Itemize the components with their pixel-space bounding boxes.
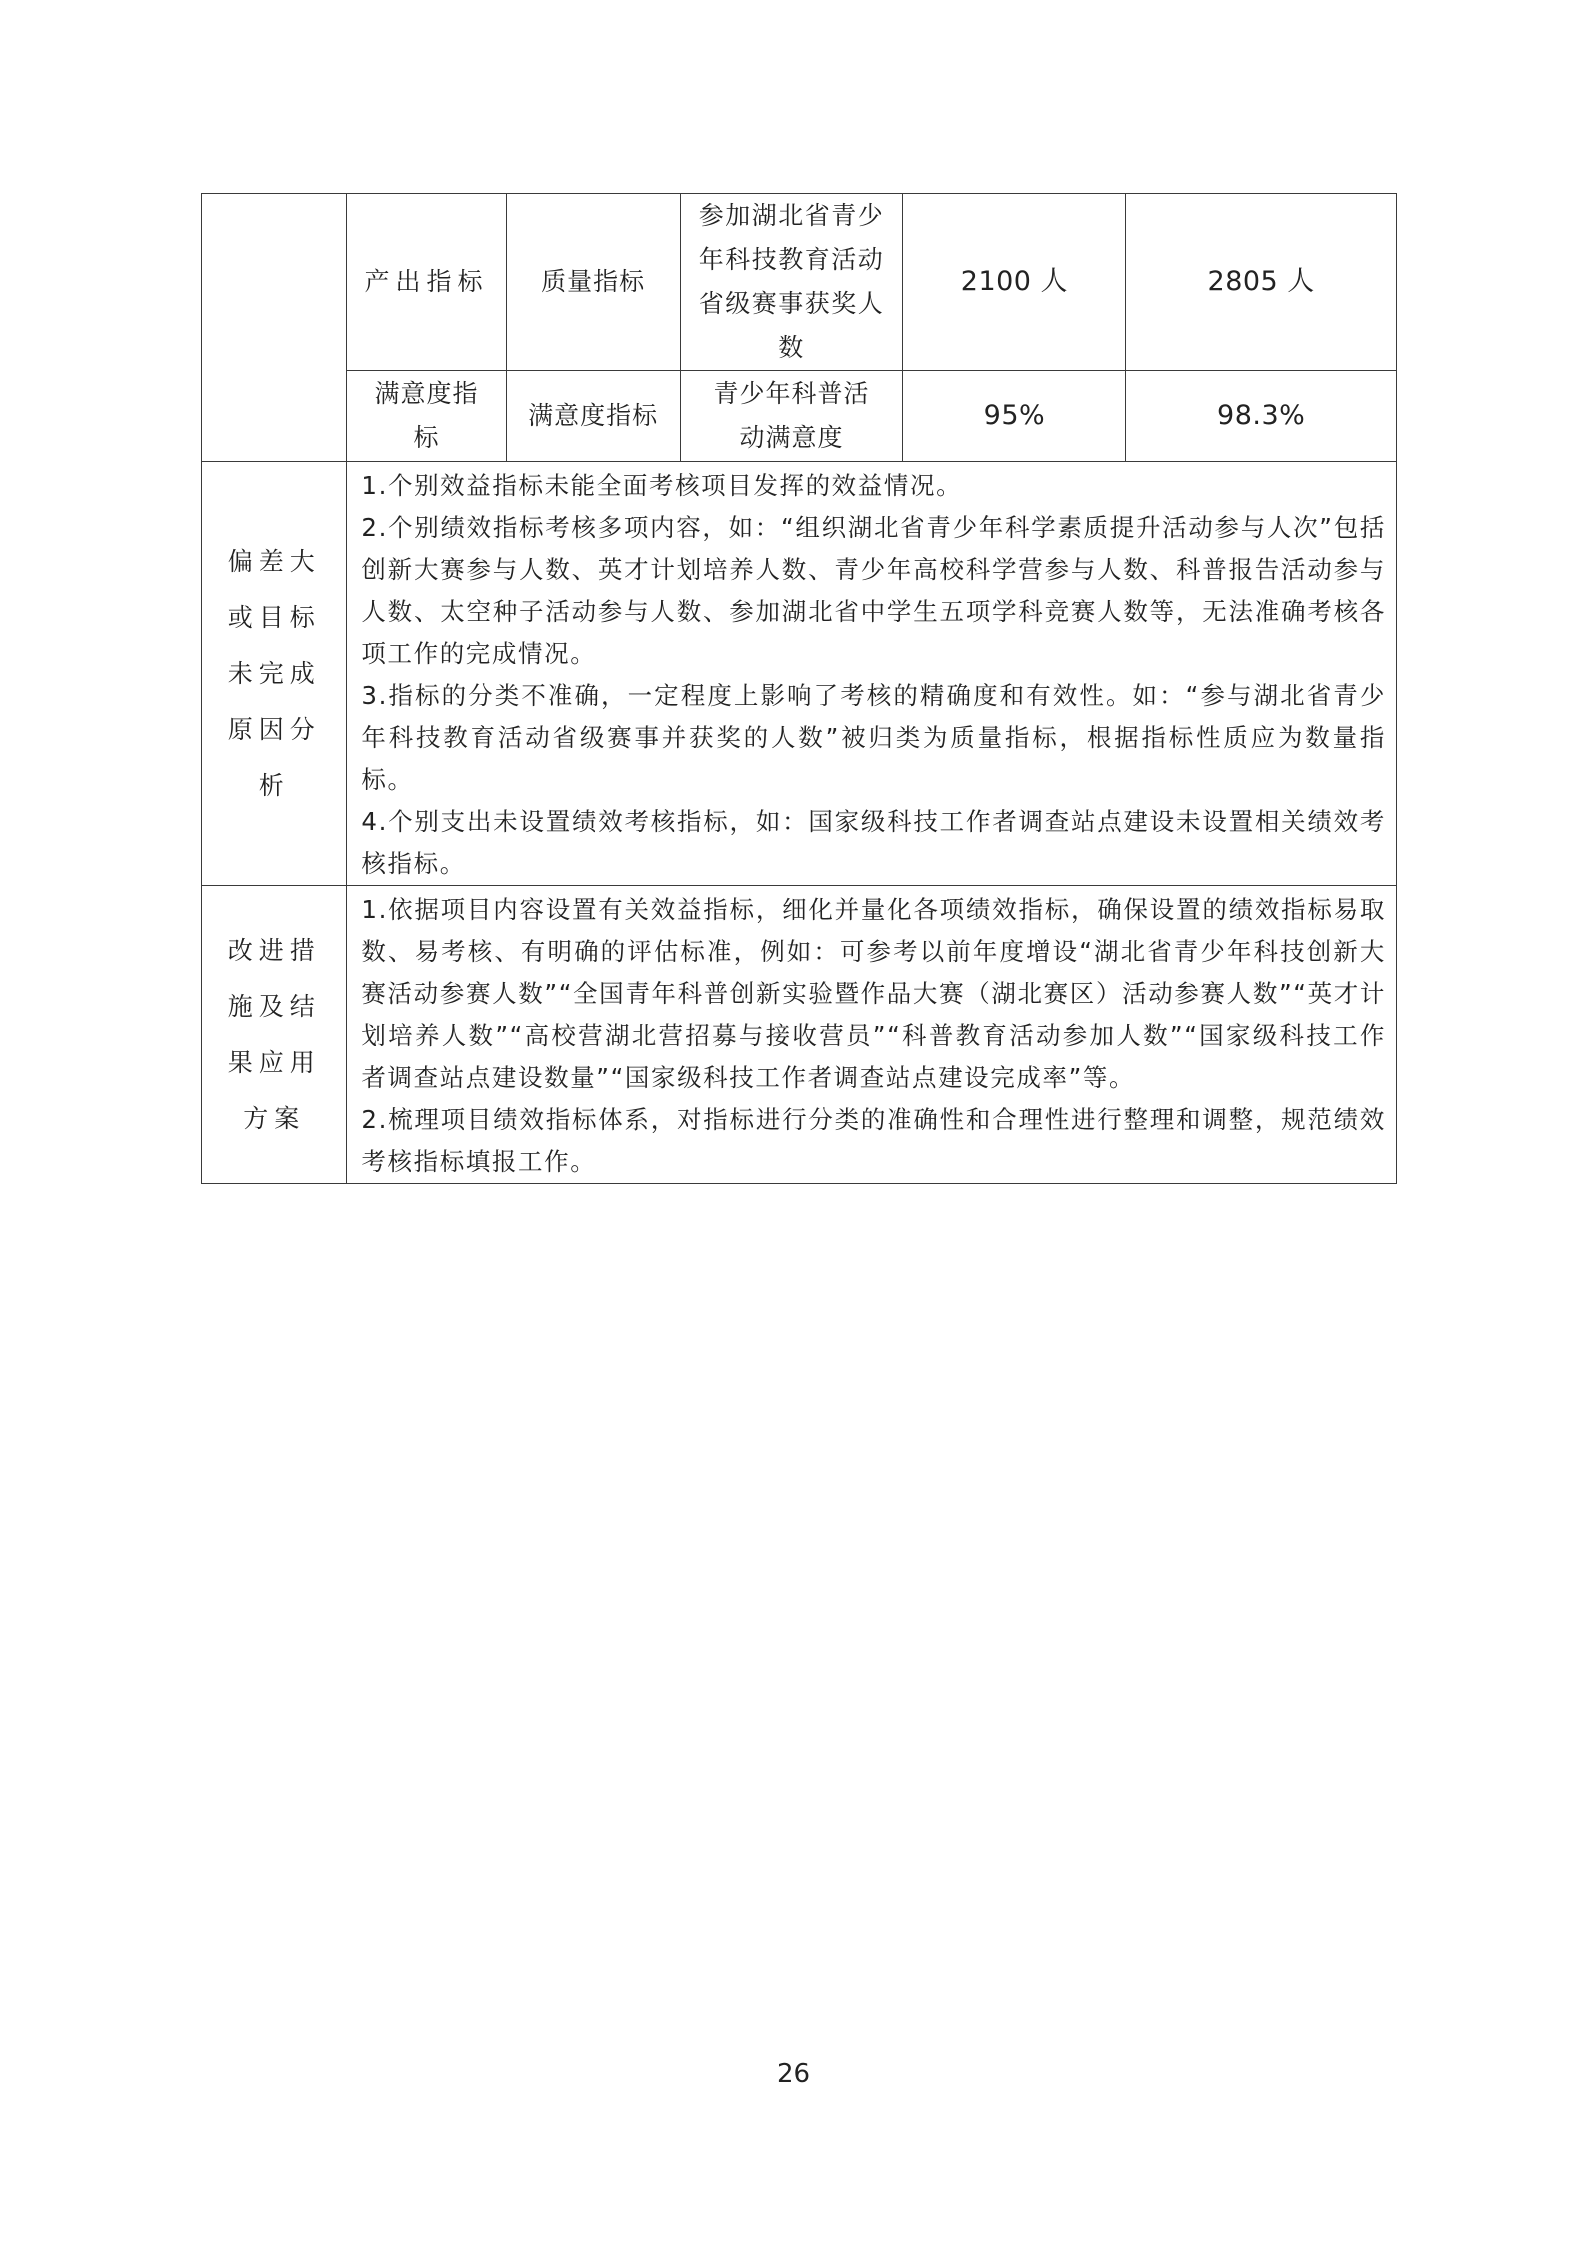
satisfaction-category-cell — [347, 371, 506, 462]
reason-item: 4.个别支出未设置绩效考核指标，如：国家级科技工作者调查站点建设未设置相关绩效考核指标。 — [361, 807, 1386, 878]
satisfaction-target-cell: 95% — [903, 371, 1126, 462]
reason-item: 1.个别效益指标未能全面考核项目发挥的效益情况。 — [361, 471, 963, 500]
satisfaction-subcategory-cell: 满意度指标 — [506, 371, 680, 462]
improvement-plan-label: 改进措施及结果应用方案 — [227, 935, 321, 1133]
award-count-actual-cell: 2805 人 — [1126, 194, 1397, 371]
reason-item: 3.指标的分类不准确，一定程度上影响了考核的精确度和有效性。如：“参与湖北省青少年科技教育活动省级赛事并获奖的人数”被归类为质量指标，根据指标性质应为数量指标。 — [361, 681, 1386, 794]
empty-label-cell — [202, 194, 347, 462]
improvement-plan-label-cell — [202, 886, 347, 1184]
satisfaction-category-text: 满意度指标 — [374, 379, 479, 452]
reason-item: 2.个别绩效指标考核多项内容，如：“组织湖北省青少年科学素质提升活动参与人次”包括创新大赛参与人数、英才计划培养人数、青少年高校科学营参与人数、科普报告活动参与人数、太空种子活动参与人数、参加湖北省中学生五项学科竞赛人数等，无法准确考核各项工作的完成情况。 — [361, 513, 1386, 668]
deviation-reason-label-cell — [202, 462, 347, 886]
satisfaction-actual-cell: 98.3% — [1126, 371, 1397, 462]
deviation-reason-row — [202, 462, 1397, 886]
output-indicator-row — [202, 194, 1397, 371]
output-category-cell: 产出指标 — [347, 194, 506, 371]
award-count-target-cell: 2100 人 — [903, 194, 1126, 371]
deviation-reason-label: 偏差大或目标未完成原因分析 — [227, 546, 321, 800]
improvement-plan-content-cell — [347, 886, 1397, 1184]
page-number: 26 — [776, 2059, 811, 2089]
quality-subcategory-cell: 质量指标 — [506, 194, 680, 371]
improvement-item: 2.梳理项目绩效指标体系，对指标进行分类的准确性和合理性进行整理和调整，规范绩效考核指标填报工作。 — [361, 1105, 1386, 1176]
satisfaction-indicator-row — [202, 371, 1397, 462]
deviation-reason-content-cell — [347, 462, 1397, 886]
satisfaction-indicator-cell — [680, 371, 903, 462]
satisfaction-indicator-text: 青少年科普活动满意度 — [713, 379, 870, 452]
improvement-item: 1.依据项目内容设置有关效益指标，细化并量化各项绩效指标，确保设置的绩效指标易取数、易考核、有明确的评估标准，例如：可参考以前年度增设“湖北省青少年科技创新大赛活动参赛人数”“全国青年科普创新实验暨作品大赛（湖北赛区）活动参赛人数”“英才计划培养人数”“高校营湖北营招募与接收营员”“科普教育活动参加人数”“国家级科技工作者调查站点建设数量”“国家级科技工作者调查站点建设完成率”等。 — [361, 895, 1386, 1092]
award-count-indicator-text: 参加湖北省青少年科技教育活动省级赛事获奖人数 — [698, 201, 885, 362]
award-count-indicator-cell — [680, 194, 903, 371]
improvement-plan-row — [202, 886, 1397, 1184]
performance-table — [201, 193, 1397, 1184]
